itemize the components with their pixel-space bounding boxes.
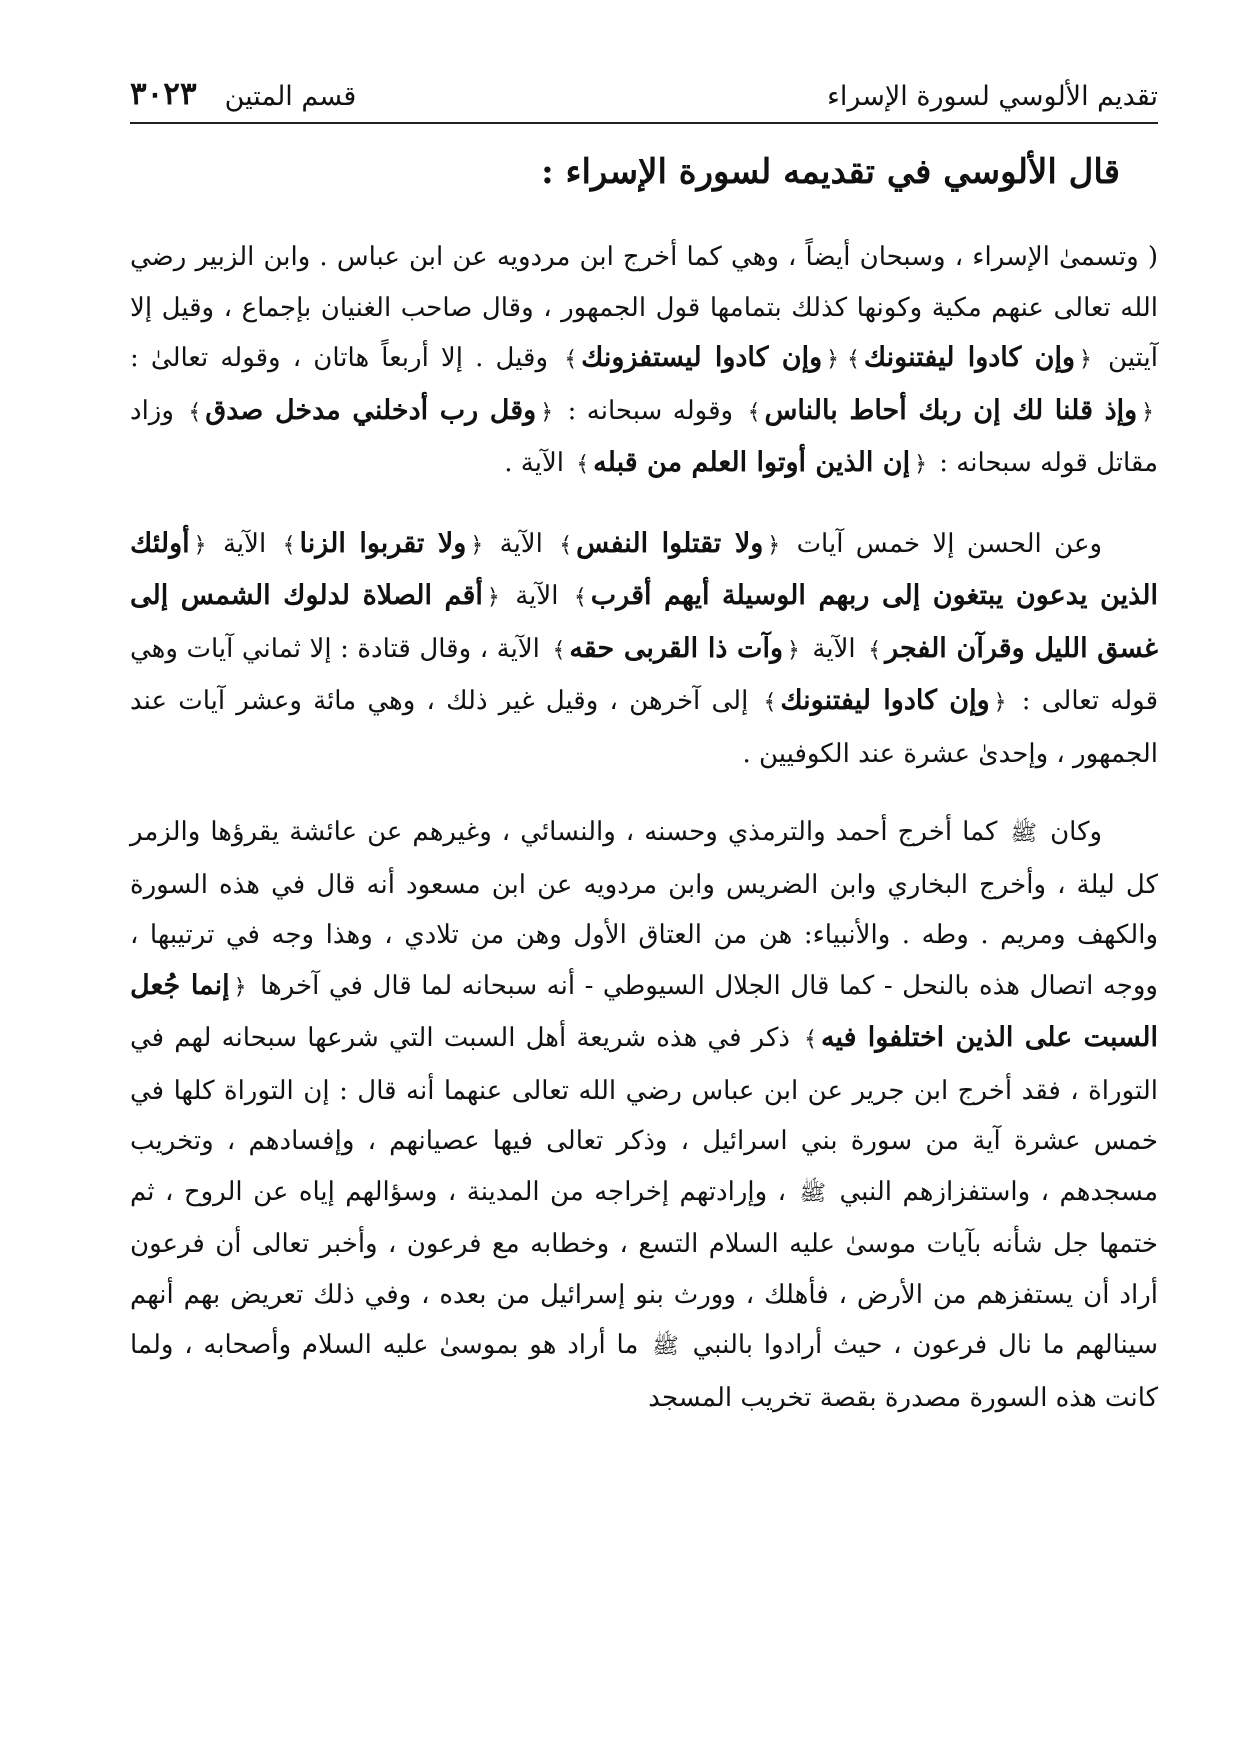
paragraph-1 <box>130 232 1158 491</box>
verse-open-bracket: ﴿ <box>767 532 781 558</box>
paragraph-3 <box>130 807 1158 1423</box>
verse-close-bracket: ﴾ <box>763 690 777 715</box>
text-run: وقيل . إلا أربعاً هاتان ، وقوله تعالىٰ : <box>130 343 549 373</box>
text-run: الآية <box>812 633 856 664</box>
verse-close-bracket: ﴾ <box>559 532 573 558</box>
quran-verse: ولا تقربوا الزنا <box>299 527 467 559</box>
running-header <box>130 68 1158 112</box>
verse-open-bracket: ﴿ <box>233 974 247 1000</box>
verse-open-bracket: ﴿ <box>993 690 1007 715</box>
text-run: الآية <box>515 581 559 611</box>
running-title: تقديم الألوسي لسورة الإسراء <box>827 81 1158 112</box>
text-run: وعن الحسن إلا خمس آيات <box>796 528 1103 559</box>
verse-close-bracket: ﴾ <box>552 637 566 663</box>
text-run: ذكر في هذه شريعة أهل السبت التي شرعها سبحانه لهم في التوراة ، فقد أخرج ابن جرير عن ابن عباس رضي الله تعالى عنهما أنه قال : إن التوراة كلها في خمس عشرة آية من سورة بني اسرائيل ، وذكر تعالى فيها عصيانهم ، وإفسادهم ، وتخريب مسجدهم ، واستفزازهم النبي <box>130 1023 1159 1207</box>
verse-open-bracket: ﴿ <box>193 532 207 558</box>
verse-close-bracket: ﴾ <box>868 637 882 663</box>
verse-close-bracket: ﴾ <box>282 532 296 558</box>
quran-verse: وإن كادوا ليفتنونك <box>863 342 1076 373</box>
verse-close-bracket: ﴾ <box>564 347 578 372</box>
quran-verse: أولئك الذين يدعون يبتغون إلى ربهم الوسيلة أيهم أقرب <box>130 527 1159 611</box>
quran-verse: ولا تقتلوا النفس <box>576 527 764 559</box>
text-run: إلى آخرهن ، وقيل غير ذلك ، وهي مائة وعشر آيات عند الجمهور ، وإحدىٰ عشرة عند الكوفيين . <box>130 686 1158 769</box>
verse-open-bracket: ﴿ <box>1141 399 1155 425</box>
text-run: وكان <box>1050 817 1103 847</box>
text-run: ، وإرادتهم إخراجه من المدينة ، وسؤالهم إياه عن الروح ، ثم ختمها جل شأنه بآيات موسىٰ عليه السلام التسع ، وخطابه مع فرعون ، وأخبر تعالى أن فرعون أراد أن يستفزهم من الأرض ، فأهلك ، وورث بنو إسرائيل من بعده ، وفي ذلك تعريض بهم أنهم سينالهم ما نال فرعون ، حيث أرادوا بالنبي <box>130 1176 1159 1360</box>
verse-close-bracket: ﴾ <box>188 399 202 425</box>
page-number: ٣٠٢٣ <box>130 76 197 112</box>
verse-close-bracket: ﴾ <box>576 452 590 477</box>
text-run: ( وتسمىٰ الإسراء ، وسبحان أيضاً ، وهي كما أخرج ابن مردويه عن ابن عباس . وابن الزبير رضي الله تعالى عنهم مكية وكونها كذلك بتمامها قول الجمهور ، وقال صاحب الغنيان بإجماع ، وقيل إلا آيتين <box>130 242 1158 373</box>
quran-verse: إن الذين أوتوا العلم من قبله <box>593 447 911 478</box>
verse-open-bracket: ﴿ <box>826 347 840 372</box>
honorific-ligature: ﷺ <box>1010 821 1038 846</box>
verse-close-bracket: ﴾ <box>847 347 860 372</box>
quran-verse: وقل رب أدخلني مدخل صدق <box>205 394 537 426</box>
verse-close-bracket: ﴾ <box>573 585 587 610</box>
quran-verse: وإذ قلنا لك إن ربك أحاط بالناس <box>764 394 1138 426</box>
quran-verse: وإن كادوا ليفتنونك <box>780 685 990 716</box>
folio-group <box>130 76 356 112</box>
text-run: كما أخرج أحمد والترمذي وحسنه ، والنسائي ، وغيرهم عن عائشة يقرؤها والزمر كل ليلة ، وأخرج البخاري وابن الضريس وابن مردويه عن ابن مسعود أنه قال في هذه السورة والكهف ومريم . وطه . والأنبياء: هن من العتاق الأول وهن من تلادي ، وهذا وجه في ترتيبها ، ووجه اتصال هذه بالنحل - كما قال الجلال السيوطي - أنه سبحانه لما قال في آخرها <box>130 817 1158 1001</box>
text-run: الآية ، وقال قتادة : إلا ثماني آيات وهي قوله تعالى : <box>130 633 1158 716</box>
section-label: قسم المتين <box>224 81 357 112</box>
verse-close-bracket: ﴾ <box>747 399 761 425</box>
text-run: الآية . <box>504 448 565 478</box>
verse-open-bracket: ﴿ <box>540 399 554 425</box>
text-run: وزاد مقاتل قوله سبحانه : <box>130 395 1158 478</box>
body-text <box>130 232 1158 1423</box>
text-run: وقوله سبحانه : <box>567 395 734 426</box>
verse-open-bracket: ﴿ <box>470 532 484 558</box>
header-rule <box>130 122 1158 124</box>
verse-open-bracket: ﴿ <box>1079 347 1092 372</box>
honorific-ligature: ﷺ <box>652 1334 679 1359</box>
quran-verse: إنما جُعل السبت على الذين اختلفوا فيه <box>130 969 1158 1053</box>
verse-open-bracket: ﴿ <box>486 585 500 610</box>
section-title: قال الألوسي في تقديمه لسورة الإسراء : <box>541 152 1120 192</box>
quran-verse: وآت ذا القربى حقه <box>569 632 783 664</box>
quran-verse: وإن كادوا ليستفزونك <box>581 342 823 373</box>
honorific-ligature: ﷺ <box>799 1180 827 1206</box>
paragraph-2 <box>130 519 1158 780</box>
text-run: الآية <box>222 528 267 559</box>
verse-close-bracket: ﴾ <box>804 1027 817 1052</box>
text-run: ما أراد هو بموسىٰ عليه السلام وأصحابه ، ولما كانت هذه السورة مصدرة بقصة تخريب المسجد <box>130 1330 1158 1413</box>
verse-open-bracket: ﴿ <box>786 637 800 663</box>
quran-verse: أقم الصلاة لدلوك الشمس إلى غسق الليل وقرآن الفجر <box>130 580 1159 664</box>
verse-open-bracket: ﴿ <box>914 452 928 477</box>
text-run: الآية <box>499 528 543 559</box>
